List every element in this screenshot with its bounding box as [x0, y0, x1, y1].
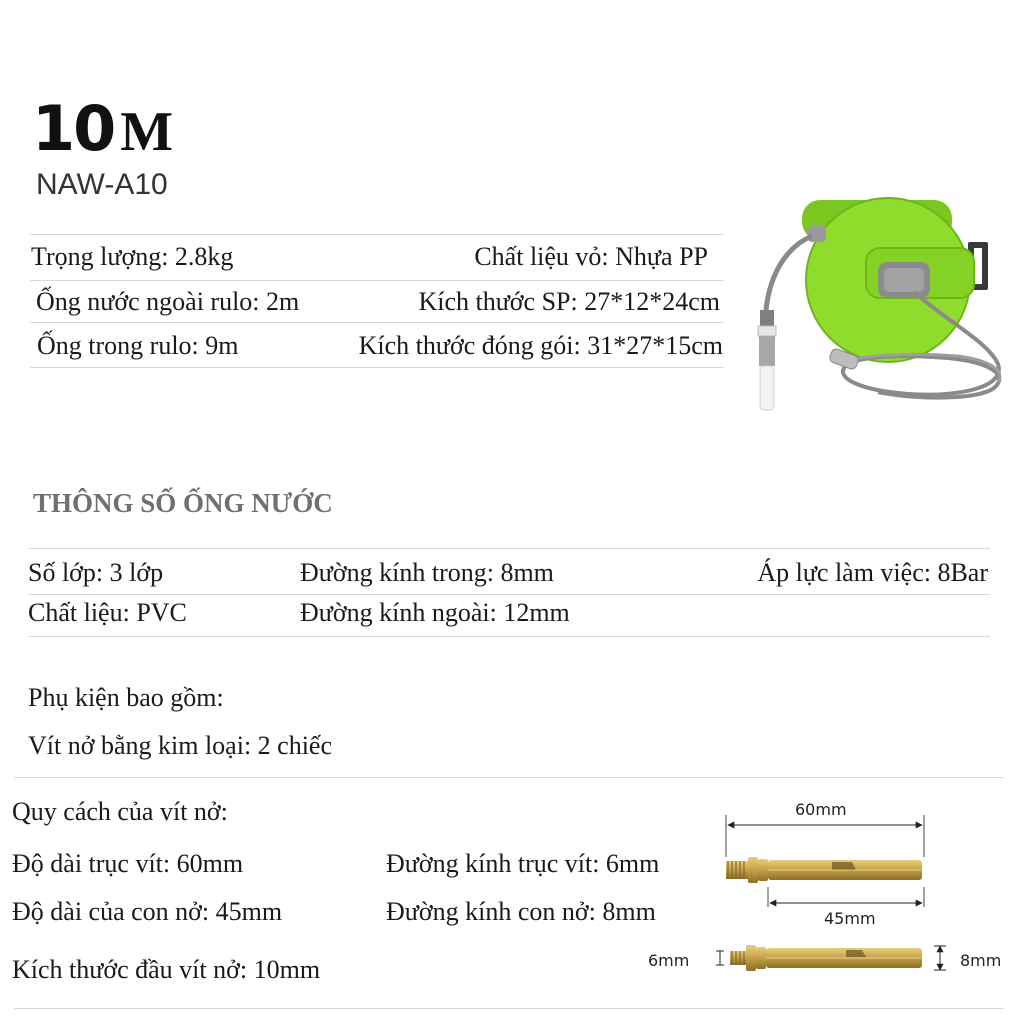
- hose-outer-diameter: Đường kính ngoài: 12mm: [300, 598, 570, 627]
- dim-sleeve-dia-label: 8mm: [960, 951, 1002, 970]
- hose-material: Chất liệu: PVC: [28, 598, 187, 627]
- accessories-title: Phụ kiện bao gồm:: [28, 683, 224, 712]
- dim-total-label: 60mm: [795, 800, 847, 819]
- spec-package-size: Kích thước đóng gói: 31*27*15cm: [358, 331, 723, 360]
- hose-reel-image: [748, 192, 1018, 414]
- screw-sleeve-diameter: Đường kính con nở: 8mm: [386, 897, 656, 926]
- expansion-screw-diagram: [712, 815, 962, 990]
- product-length-title: [32, 92, 173, 165]
- hose-inner-diameter: Đường kính trong: 8mm: [300, 558, 554, 587]
- divider: [30, 367, 724, 368]
- spec-inner-hose: Ống trong rulo: 9m: [37, 331, 239, 360]
- spec-material: Chất liệu vỏ: Nhựa PP: [474, 242, 708, 271]
- dim-shaft-label: 6mm: [648, 951, 690, 970]
- divider: [28, 636, 990, 637]
- divider: [14, 777, 1004, 778]
- screw-head-size: Kích thước đầu vít nở: 10mm: [12, 955, 321, 984]
- accessories-item: Vít nở bằng kim loại: 2 chiếc: [28, 731, 333, 760]
- spec-weight: Trọng lượng: 2.8kg: [31, 242, 234, 271]
- divider: [30, 234, 724, 235]
- hose-section-title: THÔNG SỐ ỐNG NƯỚC: [33, 488, 333, 518]
- dim-sleeve-label: 45mm: [824, 909, 876, 928]
- screw-shaft-length: Độ dài trục vít: 60mm: [12, 849, 244, 878]
- screw-shaft-diameter: Đường kính trục vít: 6mm: [386, 849, 660, 878]
- screw-top: [726, 857, 922, 883]
- screw-title: Quy cách của vít nở:: [12, 797, 228, 826]
- model-code: NAW-A10: [36, 168, 168, 201]
- length-unit: M: [120, 101, 174, 163]
- divider: [28, 594, 990, 595]
- screw-bottom: [730, 945, 922, 971]
- divider: [30, 322, 724, 323]
- spec-outer-hose: Ống nước ngoài rulo: 2m: [36, 287, 300, 316]
- divider: [28, 548, 990, 549]
- hose-layers: Số lớp: 3 lớp: [28, 558, 164, 587]
- divider: [30, 280, 724, 281]
- hose-working-pressure: Áp lực làm việc: 8Bar: [757, 558, 988, 587]
- screw-sleeve-length: Độ dài của con nở: 45mm: [12, 897, 283, 926]
- spec-product-size: Kích thước SP: 27*12*24cm: [418, 287, 720, 316]
- length-value: 10: [32, 92, 115, 165]
- divider: [14, 1008, 1004, 1009]
